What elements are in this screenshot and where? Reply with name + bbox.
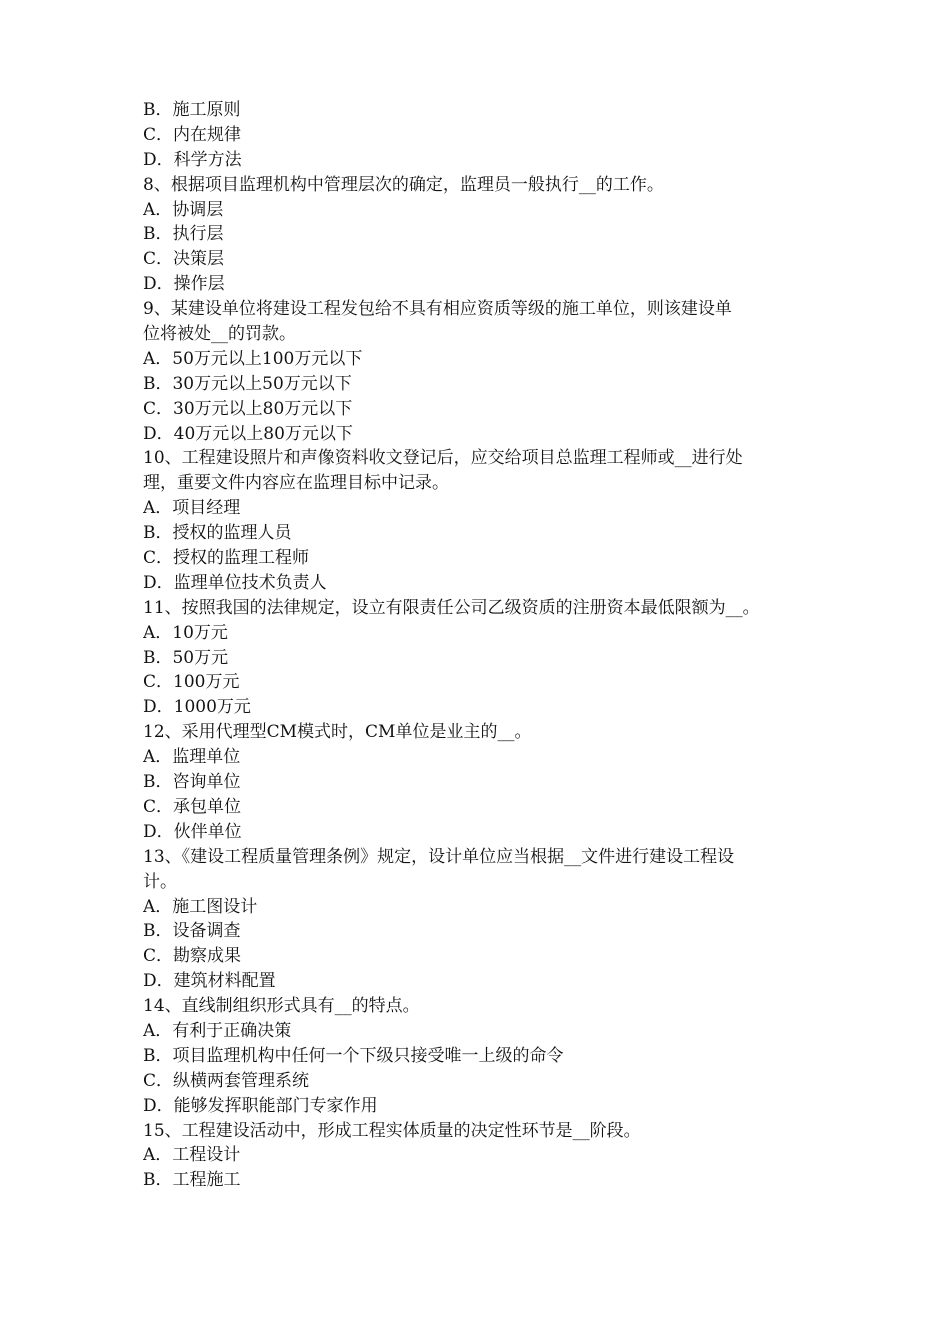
option-line: B．执行层 <box>143 224 224 245</box>
option-line: D．操作层 <box>143 274 225 295</box>
question-line: 11、按照我国的法律规定，设立有限责任公司乙级资质的注册资本最低限额为__。 <box>143 597 760 618</box>
question-line: 15、工程建设活动中，形成工程实体质量的决定性环节是__阶段。 <box>143 1120 641 1141</box>
option-line: B．项目监理机构中任何一个下级只接受唯一上级的命令 <box>143 1045 564 1066</box>
option-line: C．承包单位 <box>143 796 242 817</box>
option-line: D．能够发挥职能部门专家作用 <box>143 1095 378 1116</box>
option-line: B．50万元 <box>143 647 229 668</box>
option-line: C．纵横两套管理系统 <box>143 1070 310 1091</box>
option-line: A．施工图设计 <box>143 896 258 917</box>
option-line: A．监理单位 <box>143 747 241 768</box>
option-line: A．工程设计 <box>143 1145 241 1166</box>
option-line: C．内在规律 <box>143 124 242 145</box>
option-line: B．工程施工 <box>143 1170 241 1191</box>
option-line: B．施工原则 <box>143 100 241 120</box>
option-line: B．设备调查 <box>143 921 241 942</box>
question-line: 12、采用代理型CM模式时，CM单位是业主的__。 <box>143 722 532 743</box>
option-line: C．30万元以上80万元以下 <box>143 398 353 419</box>
document-text <box>143 98 811 1193</box>
option-line: A．有利于正确决策 <box>143 1020 292 1041</box>
option-line: A．协调层 <box>143 199 224 220</box>
option-line: D．1000万元 <box>143 697 251 718</box>
question-line: 10、工程建设照片和声像资料收文登记后，应交给项目总监理工程师或__进行处 <box>143 448 743 469</box>
question-line: 8、根据项目监理机构中管理层次的确定，监理员一般执行__的工作。 <box>143 174 664 195</box>
question-line: 13、《建设工程质量管理条例》规定，设计单位应当根据__文件进行建设工程设 <box>143 846 735 867</box>
question-line: 14、直线制组织形式具有__的特点。 <box>143 996 420 1017</box>
option-line: C．授权的监理工程师 <box>143 548 310 569</box>
option-line: B．30万元以上50万元以下 <box>143 373 352 394</box>
option-line: B．授权的监理人员 <box>143 523 292 544</box>
question-line: 位将被处__的罚款。 <box>143 324 296 345</box>
option-line: A．50万元以上100万元以下 <box>143 348 363 369</box>
option-line: A．10万元 <box>143 622 228 643</box>
option-line: D．40万元以上80万元以下 <box>143 423 353 444</box>
option-line: D．科学方法 <box>143 149 242 170</box>
question-line: 理，重要文件内容应在监理目标中记录。 <box>143 473 449 494</box>
question-line: 9、某建设单位将建设工程发包给不具有相应资质等级的施工单位，则该建设单 <box>143 299 732 320</box>
option-line: C．100万元 <box>143 672 240 693</box>
option-line: C．决策层 <box>143 249 225 270</box>
option-line: D．伙伴单位 <box>143 821 242 842</box>
question-line: 计。 <box>143 871 177 892</box>
option-line: A．项目经理 <box>143 498 241 519</box>
option-line: C．勘察成果 <box>143 946 242 967</box>
option-line: D．建筑材料配置 <box>143 971 276 992</box>
option-line: D．监理单位技术负责人 <box>143 572 327 593</box>
option-line: B．咨询单位 <box>143 772 241 793</box>
